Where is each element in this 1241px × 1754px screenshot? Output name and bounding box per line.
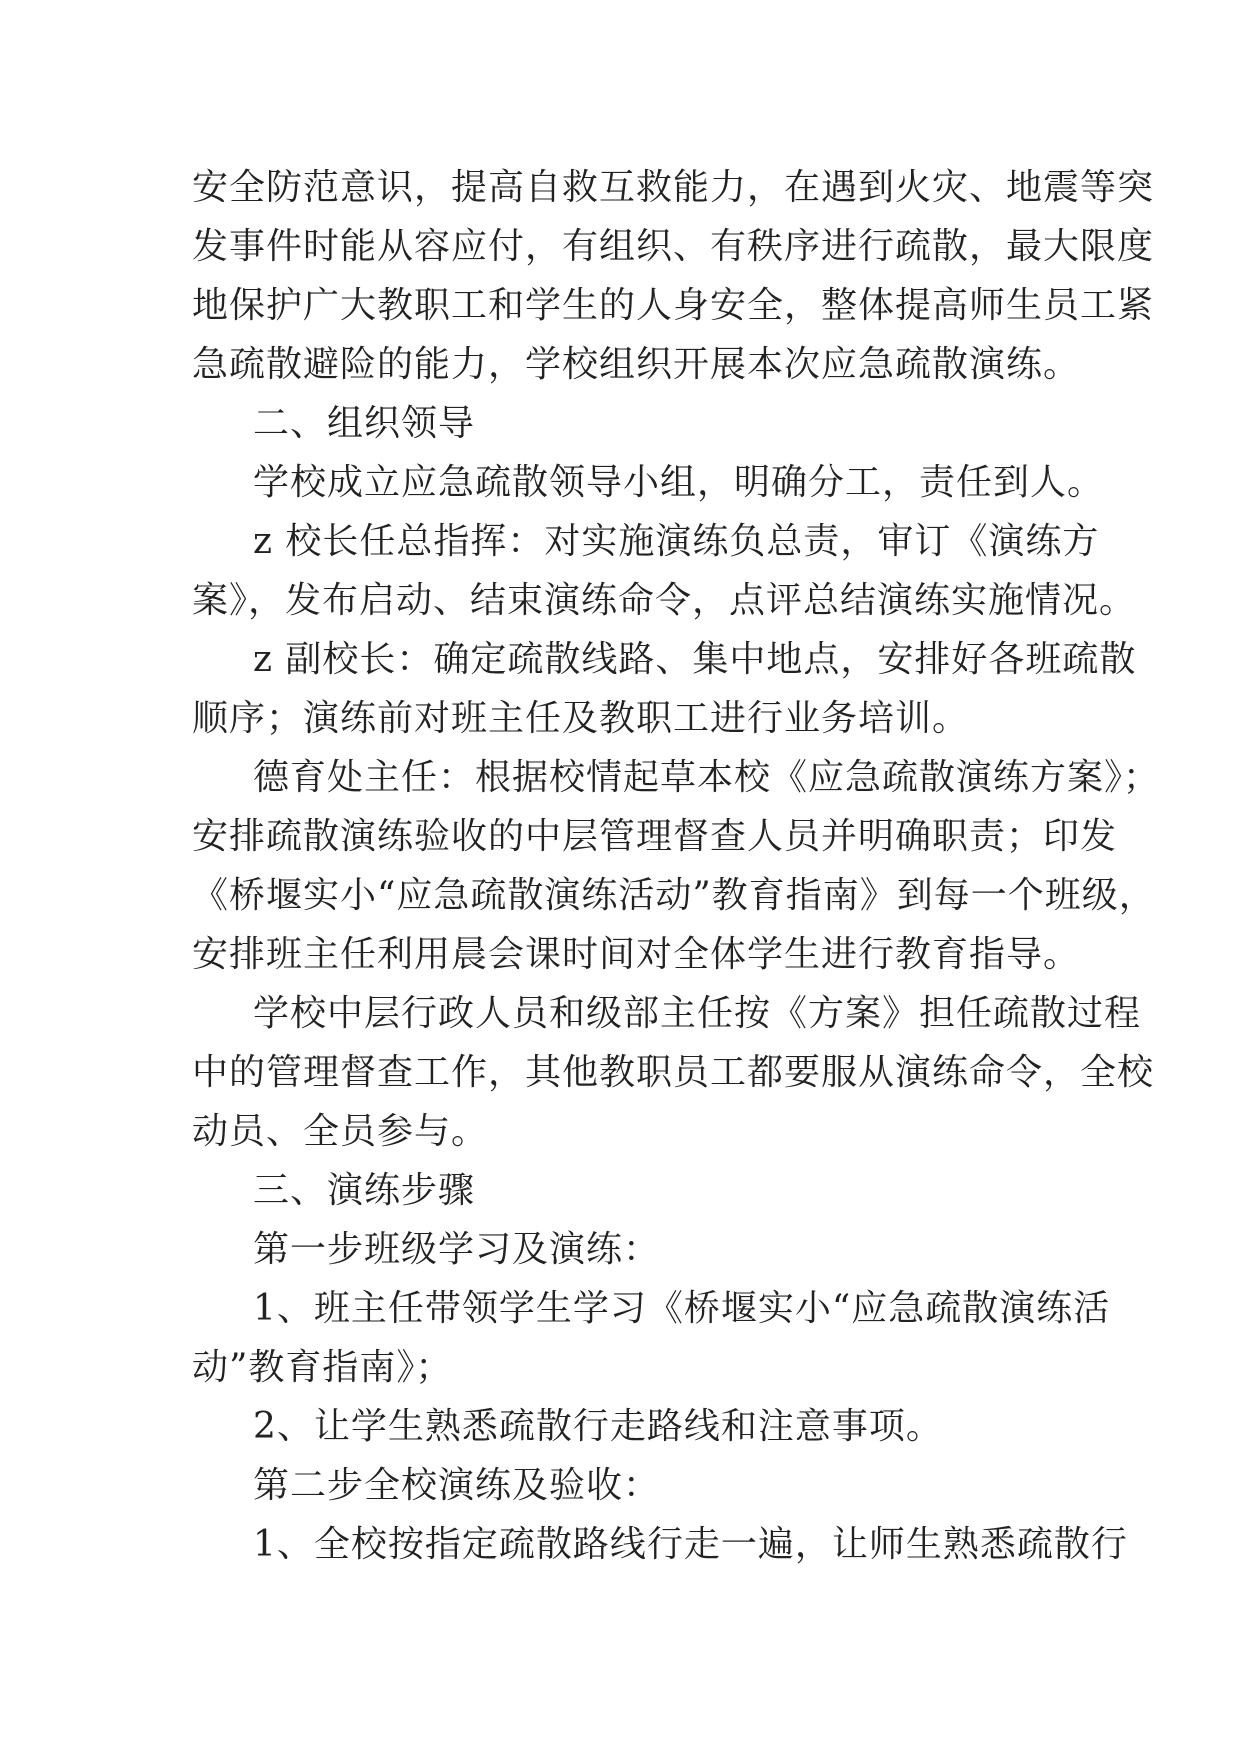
document-line: 二、组织领导 bbox=[253, 403, 476, 444]
document-line: z 副校长：确定疏散线路、集中地点，安排好各班疏散 bbox=[253, 639, 1137, 680]
document-line: 安全防范意识，提高自救互救能力，在遇到火灾、地震等突 bbox=[192, 167, 1155, 208]
document-line: 发事件时能从容应付，有组织、有秩序进行疏散，最大限度 bbox=[192, 226, 1155, 267]
document-line: 动”教育指南》； bbox=[192, 1347, 453, 1388]
document-line: 2、让学生熟悉疏散行走路线和注意事项。 bbox=[253, 1406, 943, 1447]
document-line: 地保护广大教职工和学生的人身安全，整体提高师生员工紧 bbox=[192, 285, 1155, 326]
document-line: z 校长任总指挥：对实施演练负总责，审订《演练方 bbox=[253, 521, 1100, 562]
document-body bbox=[192, 158, 1161, 1574]
document-line: 第一步班级学习及演练： bbox=[253, 1229, 661, 1270]
document-line: 第二步全校演练及验收： bbox=[253, 1465, 661, 1506]
document-line: 1、全校按指定疏散路线行走一遍，让师生熟悉疏散行 bbox=[253, 1524, 1128, 1565]
document-line: 德育处主任：根据校情起草本校《应急疏散演练方案》； bbox=[253, 757, 1161, 798]
document-line: 《桥堰实小“应急疏散演练活动”教育指南》到每一个班级， bbox=[192, 875, 1156, 916]
document-line: 学校中层行政人员和级部主任按《方案》担任疏散过程 bbox=[253, 993, 1142, 1034]
document-line: 安排班主任利用晨会课时间对全体学生进行教育指导。 bbox=[192, 934, 1081, 975]
document-line: 顺序；演练前对班主任及教职工进行业务培训。 bbox=[192, 698, 970, 739]
document-line: 急疏散避险的能力，学校组织开展本次应急疏散演练。 bbox=[192, 344, 1081, 385]
document-line: 中的管理督查工作，其他教职员工都要服从演练命令，全校 bbox=[192, 1052, 1155, 1093]
document-line: 1、班主任带领学生学习《桥堰实小“应急疏散演练活 bbox=[253, 1288, 1111, 1329]
document-line: 安排疏散演练验收的中层管理督查人员并明确职责；印发 bbox=[192, 816, 1118, 857]
document-line: 学校成立应急疏散领导小组，明确分工，责任到人。 bbox=[253, 462, 1105, 503]
document-line: 案》，发布启动、结束演练命令，点评总结演练实施情况。 bbox=[192, 580, 1137, 621]
document-line: 三、演练步骤 bbox=[253, 1170, 476, 1211]
document-line: 动员、全员参与。 bbox=[192, 1111, 489, 1152]
